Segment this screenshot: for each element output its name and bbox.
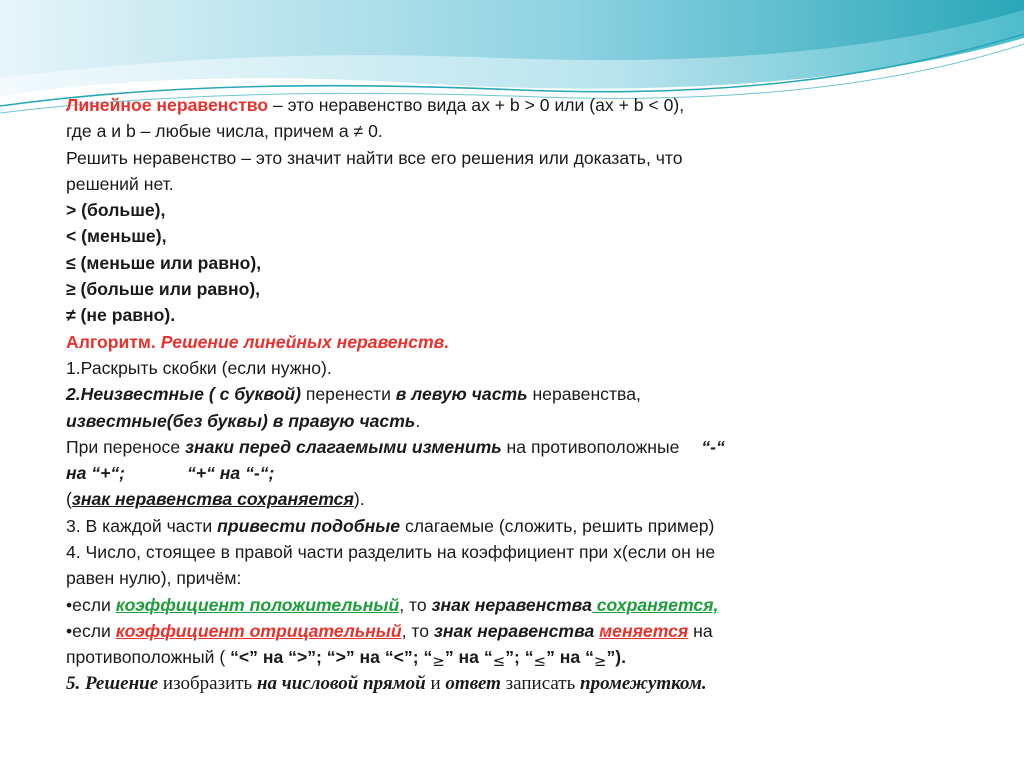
keep-sign-text: знак неравенства сохраняется (71, 489, 354, 510)
step-2-period: . (415, 410, 421, 431)
algorithm-heading (66, 329, 966, 355)
transfer-change-signs: знаки перед слагаемыми изменить (185, 436, 502, 457)
step-2-move: перенести (300, 384, 396, 405)
step-5-answer: ответ (445, 672, 501, 694)
opp-intro: противоположный ( (66, 647, 231, 668)
positive-coef-line (66, 592, 966, 618)
pos-if: •если (66, 594, 116, 615)
step-2-right-part: в правую часть (267, 410, 416, 431)
opp-to-1: ” на “ (444, 647, 493, 668)
step-2-line-1 (66, 381, 966, 407)
less-equal-symbol-2: ≤ (533, 652, 547, 671)
algorithm-title: Алгоритм. (66, 331, 156, 352)
step-5 (66, 671, 966, 697)
negative-coefficient: коэффициент отрицательный (115, 620, 402, 641)
neg-then: , то (401, 620, 434, 641)
term-linear-inequality: Линейное неравенство (66, 95, 269, 115)
sign-less: < (меньше), (66, 226, 167, 247)
neg-if: •если (66, 620, 116, 641)
positive-coefficient: коэффициент положительный (115, 594, 400, 615)
pos-keeps: сохраняется, (591, 594, 719, 615)
sign-greater: > (больше), (66, 200, 166, 221)
keep-close: ). (353, 489, 365, 510)
less-equal-symbol: ≤ (492, 652, 506, 671)
solve-definition-2: решений нет. (66, 173, 174, 194)
opposite-signs-line (66, 644, 966, 670)
step-5-show: изобразить (158, 672, 257, 694)
algorithm-subtitle: Решение линейных неравенств. (155, 331, 450, 352)
step-2-line-2 (66, 408, 966, 434)
solve-definition-1: Решить неравенство – это значит найти все его решения или доказать, что (66, 147, 683, 168)
step-3-rest: слагаемые (сложить, решить пример) (400, 515, 715, 536)
definition-rest: – это неравенство вида ax + b > 0 или (ax + b < 0), (268, 95, 685, 115)
step-3-combine: привести подобные (217, 515, 401, 536)
transfer-opposite: на противоположные (501, 436, 680, 457)
step-3 (66, 513, 966, 539)
pos-then: , то (399, 594, 432, 615)
greater-equal-symbol: ≥ (432, 652, 445, 671)
transfer-minus-to-plus: на “+“; (66, 463, 126, 484)
definition-condition: где a и b – любые числа, причем a ≠ 0. (66, 121, 383, 142)
negative-coef-line (66, 618, 966, 644)
neg-sign: знак неравенства (433, 620, 600, 641)
step-5-write: записать (500, 672, 581, 694)
step-2-inequality: неравенства, (527, 384, 641, 405)
transfer-line-2 (66, 460, 966, 486)
opp-lt-gt: “<” на “>”; “>” на “<”; “ (230, 647, 433, 668)
step-1: 1.Раскрыть скобки (если нужно). (66, 357, 332, 378)
step-5-number: 5. (66, 672, 85, 694)
step-4-line-1: 4. Число, стоящее в правой части разделить на коэффициент при х(если он не (66, 542, 716, 563)
keep-open: ( (66, 489, 72, 510)
greater-equal-symbol-2: ≥ (593, 652, 607, 671)
keep-sign-line (66, 486, 966, 512)
definition-line (66, 92, 966, 118)
transfer-plus-to-minus: “+“ на “-“; (187, 463, 275, 484)
step-4-line-2: равен нулю), причём: (66, 568, 242, 589)
sign-not-equal: ≠ (не равно). (66, 305, 176, 326)
pos-sign: знак неравенства (431, 594, 592, 615)
slide-content (66, 92, 966, 697)
opp-sep: ”; “ (505, 647, 534, 668)
sign-less-equal: ≤ (меньше или равно), (66, 252, 262, 273)
transfer-minus: “-“ (701, 436, 725, 457)
neg-changes: меняется (599, 620, 689, 641)
step-5-and: и (425, 672, 446, 694)
sign-greater-equal: ≥ (больше или равно), (66, 279, 261, 300)
opp-close: ”). (606, 647, 627, 668)
transfer-line-1 (66, 434, 966, 460)
step-3-intro: 3. В каждой части (66, 515, 218, 536)
step-2-knowns: известные(без буквы) (66, 410, 268, 431)
opp-to-2: ” на “ (546, 647, 594, 668)
transfer-intro: При переносе (66, 436, 185, 457)
step-2-left-part: в левую часть (395, 384, 528, 405)
step-2-unknowns: 2.Неизвестные ( с буквой) (66, 384, 301, 405)
step-5-interval: промежутком. (580, 672, 707, 694)
step-5-solution: Решение (85, 672, 159, 694)
neg-to: на (688, 620, 713, 641)
step-5-number-line: на числовой прямой (256, 672, 426, 694)
